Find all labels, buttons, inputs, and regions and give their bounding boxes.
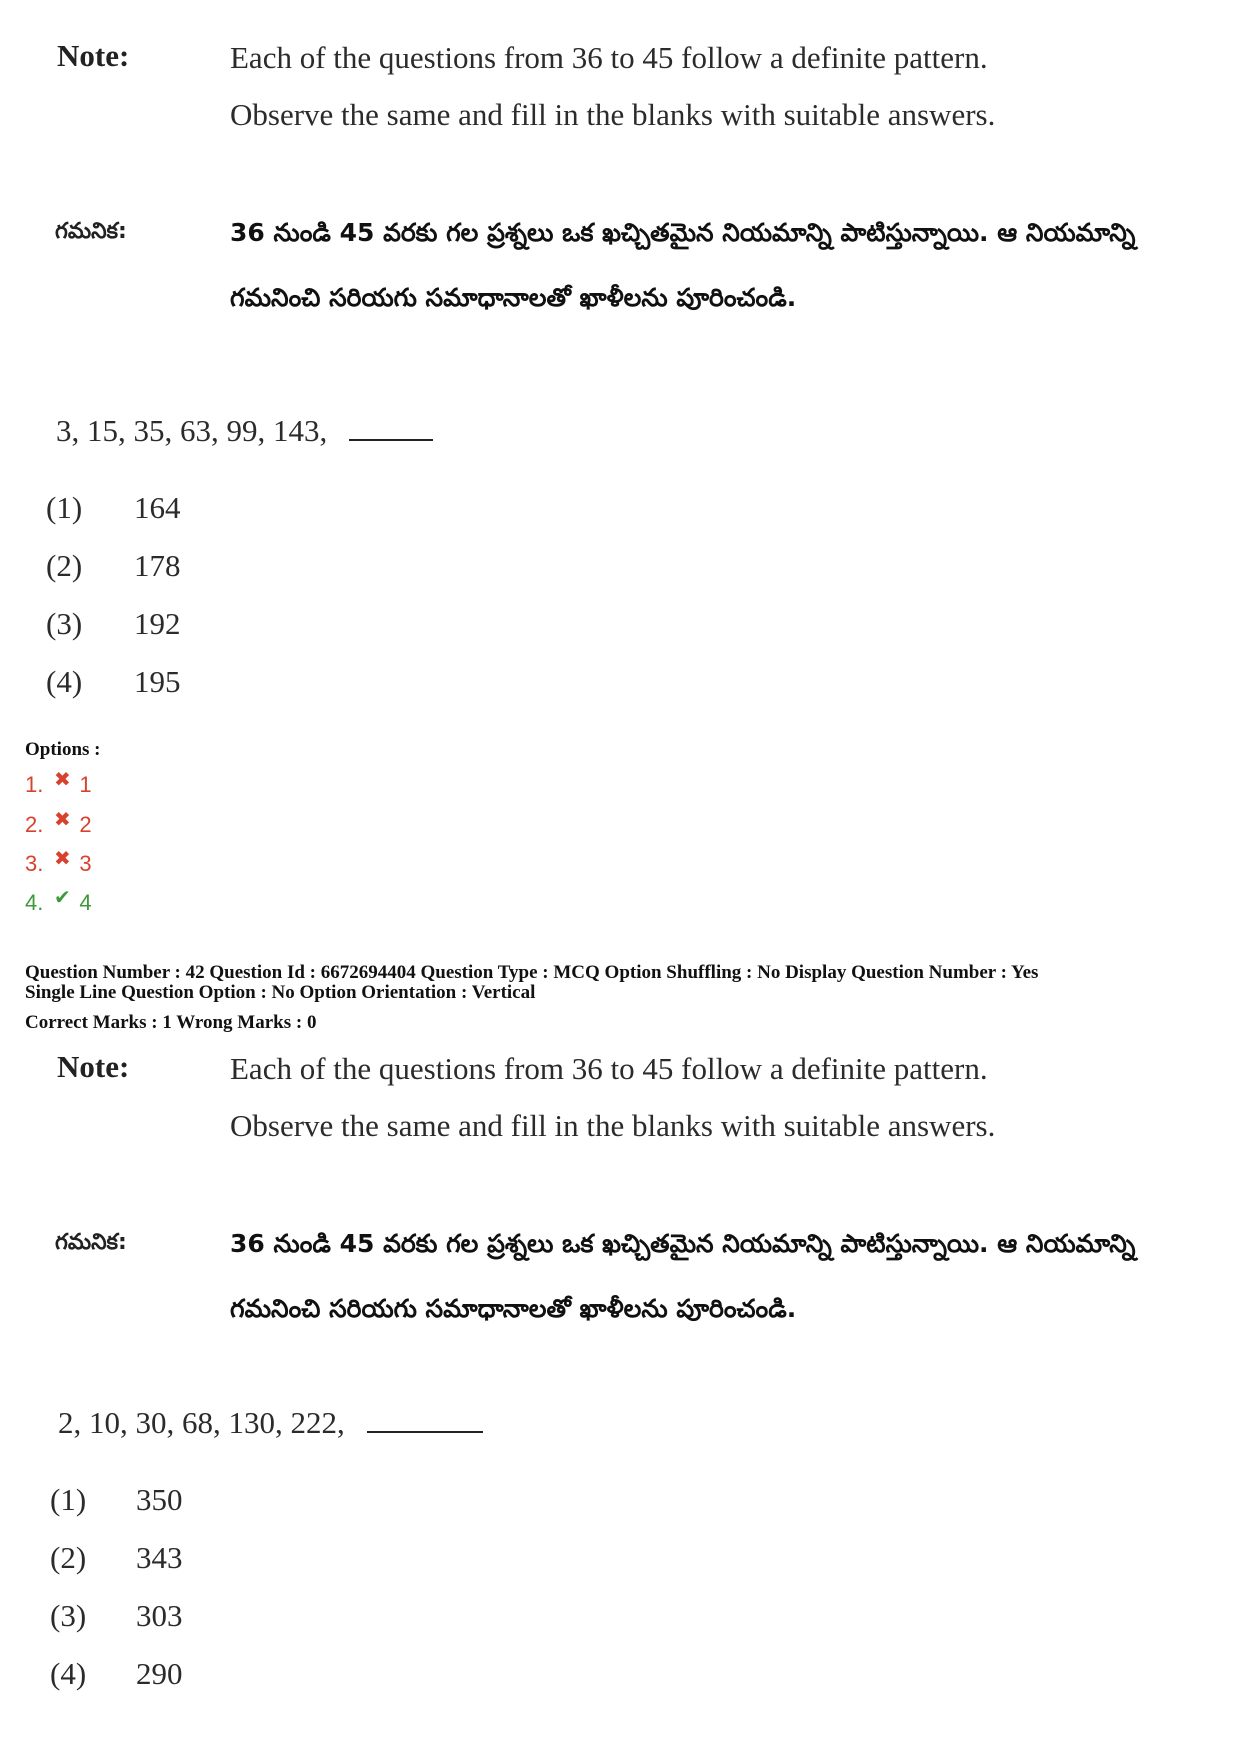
option-value: 303	[136, 1598, 183, 1633]
note-text-line-1: Each of the questions from 36 to 45 follow a definite pattern.	[230, 1051, 988, 1086]
option-value: 178	[134, 548, 181, 583]
note-label: Note:	[57, 38, 130, 73]
answer-value: 4	[79, 890, 92, 915]
telugu-note-label: గమనిక:	[55, 1230, 127, 1255]
option-item	[46, 606, 181, 642]
telugu-note-line-1: 36 నుండి 45 వరకు గల ప్రశ్నలు ఒక ఖచ్చితమైన నియమాన్ని పాటిస్తున్నాయి. ఆ నియమాన్ని	[230, 1229, 1136, 1258]
cross-icon: ✖	[53, 848, 71, 870]
option-value: 343	[136, 1540, 183, 1575]
option-number: (2)	[50, 1540, 87, 1575]
option-value: 350	[136, 1482, 183, 1517]
telugu-note-line-1: 36 నుండి 45 వరకు గల ప్రశ్నలు ఒక ఖచ్చితమైన నియమాన్ని పాటిస్తున్నాయి. ఆ నియమాన్ని	[230, 218, 1136, 247]
answer-index: 1.	[25, 772, 44, 797]
cross-icon: ✖	[53, 809, 71, 831]
option-number: (1)	[46, 490, 83, 525]
option-value: 192	[134, 606, 181, 641]
option-value: 290	[136, 1656, 183, 1691]
option-number: (4)	[46, 664, 83, 699]
answer-value: 1	[79, 772, 92, 797]
telugu-note-line-2: గమనించి సరియగు సమాధానాలతో ఖాళీలను పూరించండి.	[230, 1294, 797, 1323]
answer-blank	[367, 1431, 483, 1433]
answer-option-3	[25, 848, 92, 877]
answer-index: 2.	[25, 812, 44, 837]
cross-icon: ✖	[53, 769, 71, 791]
meta-line-3: Correct Marks : 1 Wrong Marks : 0	[25, 1012, 317, 1033]
answer-option-2	[25, 809, 92, 838]
note-text-line-2: Observe the same and fill in the blanks with suitable answers.	[230, 1108, 996, 1143]
check-icon: ✔	[53, 887, 71, 909]
option-number: (3)	[46, 606, 83, 641]
note-text-line-1: Each of the questions from 36 to 45 follow a definite pattern.	[230, 40, 988, 75]
answer-value: 2	[79, 812, 92, 837]
option-number: (3)	[50, 1598, 87, 1633]
telugu-note-line-2: గమనించి సరియగు సమాధానాలతో ఖాళీలను పూరించండి.	[230, 283, 797, 312]
note-text-line-2: Observe the same and fill in the blanks with suitable answers.	[230, 97, 996, 132]
answer-option-4	[25, 887, 92, 916]
note-label: Note:	[57, 1049, 130, 1084]
option-item	[46, 490, 181, 526]
option-item	[46, 664, 181, 700]
sequence-text: 2, 10, 30, 68, 130, 222,	[58, 1405, 345, 1440]
number-sequence	[56, 413, 433, 449]
option-number: (4)	[50, 1656, 87, 1691]
option-item	[46, 548, 181, 584]
meta-line-1: Question Number : 42 Question Id : 6672694404 Question Type : MCQ Option Shuffling : No Display Question Number : Yes	[25, 962, 1039, 983]
telugu-note-label: గమనిక:	[55, 219, 127, 244]
answer-option-1	[25, 769, 92, 798]
option-item	[50, 1482, 183, 1518]
answer-index: 3.	[25, 851, 44, 876]
sequence-text: 3, 15, 35, 63, 99, 143,	[56, 413, 328, 448]
number-sequence	[58, 1405, 483, 1441]
answer-index: 4.	[25, 890, 44, 915]
options-heading: Options :	[25, 739, 101, 760]
option-value: 164	[134, 490, 181, 525]
option-item	[50, 1656, 183, 1692]
option-value: 195	[134, 664, 181, 699]
option-item	[50, 1598, 183, 1634]
option-item	[50, 1540, 183, 1576]
answer-value: 3	[79, 851, 92, 876]
meta-line-2: Single Line Question Option : No Option Orientation : Vertical	[25, 982, 536, 1003]
option-number: (1)	[50, 1482, 87, 1517]
option-number: (2)	[46, 548, 83, 583]
answer-blank	[349, 439, 433, 441]
